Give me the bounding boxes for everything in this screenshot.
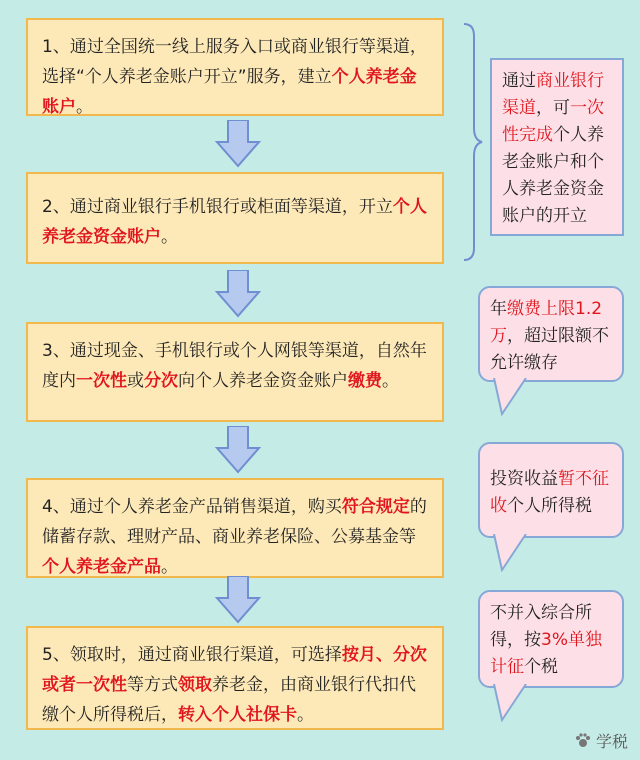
highlight-text: 一次性完成 <box>502 98 604 145</box>
text-segment: 3、通过现金、手机银行或个人网银等渠道，自然年度内 <box>42 341 427 391</box>
note-3-text <box>490 469 609 516</box>
highlight-text: 个人养老金产品 <box>42 557 161 577</box>
step-2-text <box>42 197 427 247</box>
highlight-text: 个人养老金资金账户 <box>42 197 427 247</box>
text-segment: 4、通过个人养老金产品销售渠道，购买 <box>42 497 342 517</box>
step-2 <box>26 172 444 264</box>
text-segment: 。 <box>382 371 399 391</box>
note-investment-tax <box>478 442 624 538</box>
down-arrow-icon <box>215 120 261 168</box>
bubble-tail-icon <box>492 378 532 416</box>
text-segment: ，超过限额不允许缴存 <box>490 326 609 373</box>
highlight-text: 暂不征收 <box>490 469 609 516</box>
step-1-text <box>42 37 427 117</box>
watermark <box>575 729 628 752</box>
note-account-open <box>490 58 624 236</box>
bubble-tail-icon <box>492 534 532 572</box>
paw-icon <box>575 733 591 749</box>
text-segment: 。 <box>297 705 314 725</box>
text-segment: 通过 <box>502 71 536 91</box>
highlight-text: 3%单独计征 <box>490 630 602 677</box>
curly-bracket-icon <box>460 22 486 262</box>
step-5 <box>26 626 444 730</box>
text-segment: 个税 <box>524 657 558 677</box>
highlight-text: 按月、分次或者一次性 <box>42 645 427 695</box>
down-arrow-icon <box>215 426 261 474</box>
highlight-text: 缴费 <box>348 371 382 391</box>
text-segment: 或 <box>127 371 144 391</box>
bubble-tail-icon <box>492 684 532 722</box>
text-segment: 的储蓄存款、理财产品、商业养老保险、公募基金等 <box>42 497 427 547</box>
highlight-text: 符合规定 <box>341 497 410 517</box>
step-3 <box>26 322 444 422</box>
text-segment: ，可 <box>536 98 570 118</box>
highlight-text: 个人养老金账户 <box>42 67 417 117</box>
text-segment: 2、通过商业银行手机银行或柜面等渠道，开立 <box>42 197 393 217</box>
step-5-text <box>42 645 427 725</box>
note-4-text <box>490 603 602 677</box>
text-segment: 个人所得税 <box>507 496 592 516</box>
text-segment: 。 <box>161 557 178 577</box>
text-segment: 个人养老金账户和个人养老金资金账户的开立 <box>502 125 604 226</box>
note-withdrawal-tax <box>478 590 624 688</box>
note-contribution-limit <box>478 286 624 382</box>
step-3-text <box>42 341 427 391</box>
text-segment: 1、通过全国统一线上服务入口或商业银行等渠道，选择“个人养老金账户开立”服务，建立 <box>42 37 427 87</box>
down-arrow-icon <box>215 270 261 318</box>
highlight-text: 一次性 <box>76 371 127 391</box>
step-4-text <box>42 497 427 577</box>
highlight-text: 缴费上限1.2万 <box>490 299 603 346</box>
watermark-text: 学税 <box>595 732 628 751</box>
highlight-text: 转入个人社保卡 <box>178 705 297 725</box>
text-segment: 不并入综合所得，按 <box>490 603 592 650</box>
note-2-text <box>490 299 609 373</box>
step-4 <box>26 478 444 578</box>
step-1 <box>26 18 444 116</box>
text-segment: 年 <box>490 299 507 319</box>
text-segment: 。 <box>76 97 93 117</box>
note-1-text <box>502 71 604 226</box>
text-segment: 5、领取时，通过商业银行渠道，可选择 <box>42 645 342 665</box>
highlight-text: 分次 <box>144 371 178 391</box>
highlight-text: 商业银行渠道 <box>502 71 604 118</box>
text-segment: 投资收益 <box>490 469 558 489</box>
highlight-text: 领取 <box>178 675 212 695</box>
down-arrow-icon <box>215 576 261 624</box>
text-segment: 养老金，由商业银行代扣代缴个人所得税后， <box>42 675 416 725</box>
text-segment: 。 <box>161 227 178 247</box>
text-segment: 向个人养老金资金账户 <box>178 371 348 391</box>
text-segment: 等方式 <box>127 675 178 695</box>
